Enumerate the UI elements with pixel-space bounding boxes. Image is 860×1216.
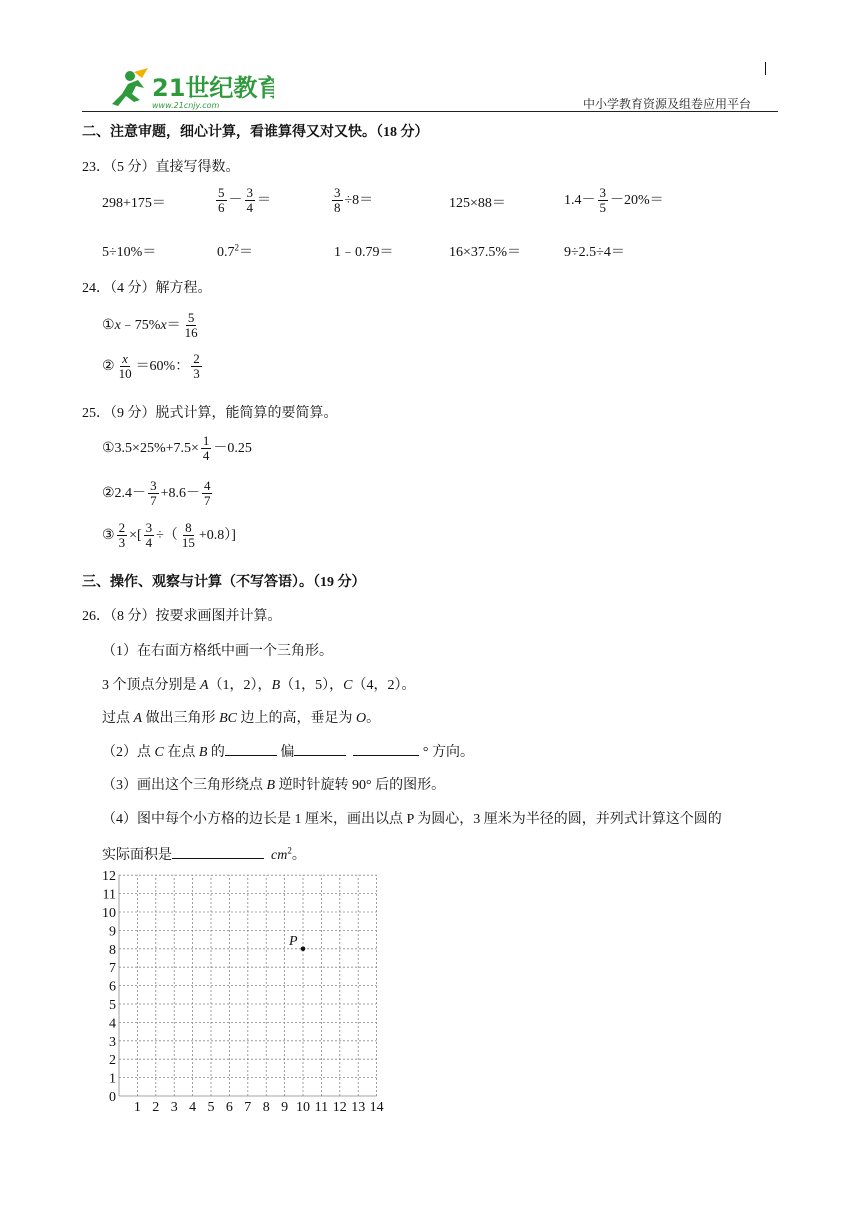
section3-title: 三、操作、观察与计算（不写答语）。（19 分） (82, 575, 366, 590)
x-tick-label: 2 (152, 1100, 160, 1115)
x-tick-label: 8 (262, 1100, 270, 1115)
y-tick-label: 4 (109, 1016, 116, 1032)
q23-r2-a: 5÷10%＝ (102, 245, 157, 260)
x-tick-label: 14 (369, 1100, 384, 1115)
text-cursor (765, 62, 766, 75)
y-tick-label: 10 (102, 906, 116, 921)
y-tick-label: 3 (109, 1034, 116, 1050)
q23-r1-e: 1.4－ $\frac{3}{5}$ －20%＝ (564, 185, 664, 216)
y-tick-label: 6 (109, 979, 116, 995)
blank-area[interactable] (172, 845, 264, 859)
y-tick-label: 1 (109, 1071, 116, 1087)
x-tick-label: 4 (189, 1100, 197, 1115)
q23-r2-b: $0.7^2=$ (217, 242, 253, 260)
x-tick-label: 6 (225, 1100, 233, 1115)
q23-r2-c: 1﹣0.79＝ (334, 245, 394, 260)
y-tick-label: 5 (109, 998, 116, 1013)
q23-r2-e: 9÷2.5÷4＝ (564, 245, 625, 260)
x-tick-label: 5 (207, 1100, 215, 1115)
q25-eq2: ②2.4－ $\frac{3}{7}$ +8.6－ $\frac{4}{7}$ (102, 478, 211, 509)
blank-degrees[interactable] (353, 742, 419, 756)
coordinate-grid[interactable] (88, 866, 398, 1116)
x-tick-label: 3 (170, 1100, 178, 1115)
point-p-label: P (289, 933, 298, 949)
y-tick-label: 0 (109, 1090, 116, 1105)
x-tick-label: 9 (281, 1100, 289, 1115)
runner-logo-icon (104, 66, 274, 110)
q24-title: 24．（4 分）解方程。 (82, 281, 212, 296)
q26-p4b: 实际面积是 $cm^2$。 (102, 845, 306, 863)
logo-url: www.21cnjy.com (152, 101, 220, 110)
q24-eq1: ①x﹣75%x＝ $\frac{5}{16}$ (102, 310, 198, 341)
blank-direction-1[interactable] (225, 742, 277, 756)
logo (104, 66, 274, 110)
y-tick-label: 8 (109, 942, 116, 958)
y-tick-label: 9 (109, 924, 116, 940)
q26-p4: （4）图中每个小方格的边长是 1 厘米，画出以点 P 为圆心，3 厘米为半径的圆，并列式计算这个圆的 (102, 812, 722, 827)
x-tick-label: 7 (244, 1100, 252, 1115)
logo-title: 21世纪教育 (152, 74, 274, 102)
q26-p2: （2）点 C 在点 B 的 偏 ° 方向。 (102, 741, 474, 761)
grid-svg (88, 866, 398, 1116)
x-tick-label: 13 (351, 1100, 366, 1115)
q23-r1-b: $\frac{5}{6}$ － $\frac{3}{4}$ ＝ (218, 185, 271, 216)
x-tick-label: 11 (314, 1100, 329, 1115)
point-p (301, 947, 306, 952)
q26-title: 26．（8 分）按要求画图并计算。 (82, 609, 282, 624)
q26-p1: （1）在右面方格纸中画一个三角形。 (102, 644, 333, 659)
q25-eq3: ③ $\frac{2}{3}$ ×[ $\frac{3}{4}$ ÷（ $\frac{8}{15}$ +0.8）] (102, 520, 236, 551)
y-tick-label: 11 (102, 887, 116, 903)
q26-p1b: 3 个顶点分别是 A（1，2），B（1，5），C（4，2）。 (102, 678, 416, 693)
x-tick-label: 12 (332, 1100, 347, 1115)
q24-eq2: ② $\frac{x}{10}$ ＝60%： $\frac{2}{3}$ (102, 351, 200, 382)
y-tick-label: 7 (109, 961, 116, 977)
platform-name: 中小学教育资源及组卷应用平台 (583, 97, 752, 111)
q23-r1-c: $\frac{3}{8}$ ÷8＝ (334, 185, 374, 216)
header-divider (82, 111, 778, 112)
x-tick-label: 10 (296, 1100, 310, 1115)
q25-eq1: ①3.5×25%+7.5× $\frac{1}{4}$ －0.25 (102, 433, 252, 464)
q23-r2-d: 16×37.5%＝ (449, 245, 522, 260)
y-tick-label: 2 (109, 1053, 116, 1069)
q25-title: 25．（9 分）脱式计算，能简算的要简算。 (82, 406, 338, 421)
q26-p3: （3）画出这个三角形绕点 B 逆时针旋转 90° 后的图形。 (102, 778, 446, 793)
q23-r1-d: 125×88＝ (449, 196, 506, 211)
y-tick-label: 12 (102, 869, 116, 885)
q23-title: 23．（5 分）直接写得数。 (82, 160, 240, 175)
x-tick-label: 1 (133, 1100, 141, 1115)
blank-direction-2[interactable] (294, 742, 346, 756)
q23-r1-a: 298+175＝ (102, 196, 166, 211)
q26-p1c: 过点 A 做出三角形 BC 边上的高，垂足为 O。 (102, 711, 381, 726)
section2-title: 二、注意审题，细心计算，看谁算得又对又快。（18 分） (82, 125, 429, 140)
